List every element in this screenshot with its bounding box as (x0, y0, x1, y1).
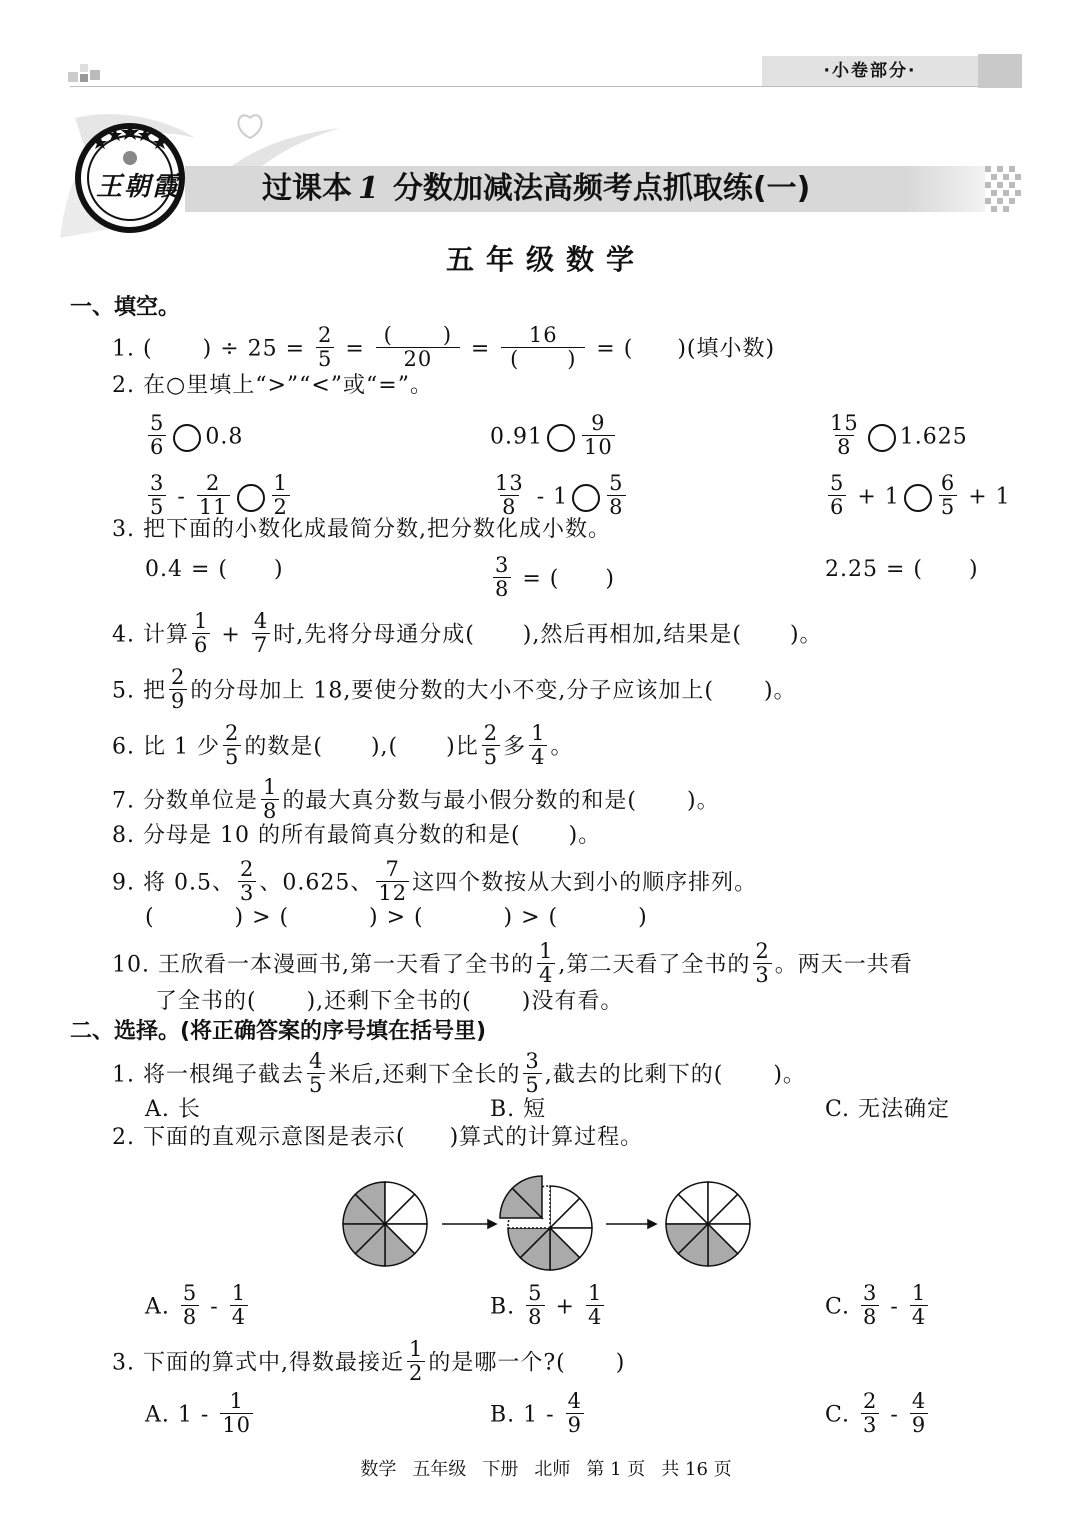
compare-item: $\frac{3}{5}$ - $\frac{2}{11}$ $\frac{1}{2}$ (150, 471, 288, 519)
option-a[interactable]: A. 1 - $\frac{1}{10}$ (145, 1389, 252, 1437)
convert-item: 0.4 = ( ) (145, 557, 284, 582)
page-subtitle: 五年级数学 (445, 243, 646, 276)
answer-circle[interactable] (547, 424, 575, 452)
convert-item: 2.25 = ( ) (825, 557, 979, 582)
option-b[interactable]: B. $\frac{5}{8}$ + $\frac{1}{4}$ (490, 1281, 603, 1329)
question-9: 9. 将 0.5、 $\frac{2}{3}$ 、0.625、 $\frac{7}{12}$ 这四个数按从大到小的顺序排列。 (112, 857, 758, 905)
page-title (262, 166, 810, 212)
compare-item: $\frac{15}{8}$ 1.625 (830, 411, 968, 459)
option-c[interactable]: C. $\frac{2}{3}$ - $\frac{4}{9}$ (825, 1389, 927, 1437)
option-a[interactable]: A. 长 (145, 1097, 201, 1122)
choice-question-1: 1. 将一根绳子截去 $\frac{4}{5}$ 米后,还剩下全长的 $\frac{3}{5}$ ,截去的比剩下的( )。 (112, 1049, 806, 1097)
section-heading: 二、选择。(将正确答案的序号填在括号里) (70, 1019, 487, 1044)
question-7: 7. 分数单位是 $\frac{1}{8}$ 的最大真分数与最小假分数的和是( )。 (112, 775, 720, 823)
question-5: 5. 把 $\frac{2}{9}$ 的分母加上 18,要使分数的大小不变,分子应该加上( )。 (112, 665, 797, 713)
answer-circle[interactable] (173, 424, 201, 452)
question-8: 8. 分母是 10 的所有最简真分数的和是( )。 (112, 823, 602, 848)
corner-ornament (68, 64, 102, 86)
fraction: $\frac{( )}{20}$ (376, 324, 460, 371)
title-number: 1 (358, 171, 379, 206)
question-10: 10. 王欣看一本漫画书,第一天看了全书的 $\frac{1}{4}$ ,第二天看了全书的 $\frac{2}{3}$ 。两天一共看 (112, 939, 913, 987)
ordering-blanks: ( ) > ( ) > ( ) > ( ) (145, 905, 648, 930)
compare-item: $\frac{5}{6}$ 0.8 (150, 411, 244, 459)
title-pattern (985, 166, 1025, 212)
choice-question-2: 2. 下面的直观示意图是表示( )算式的计算过程。 (112, 1125, 644, 1150)
question-2: 2. 在○里填上“>”“<”或“=”。 (112, 373, 433, 398)
option-c[interactable]: C. $\frac{3}{8}$ - $\frac{1}{4}$ (825, 1281, 927, 1329)
choice-question-3: 3. 下面的算式中,得数最接近 $\frac{1}{2}$ 的是哪一个?( ) (112, 1337, 626, 1385)
fraction-pie-diagram (330, 1168, 770, 1278)
answer-circle[interactable] (868, 424, 896, 452)
question-6: 6. 比 1 少 $\frac{2}{5}$ 的数是( ),( )比 $\frac{2}{5}$ 多 $\frac{1}{4}$ 。 (112, 721, 574, 769)
option-b[interactable]: B. 短 (490, 1097, 547, 1122)
question-4: 4. 计算 $\frac{1}{6}$ + $\frac{4}{7}$ 时,先将分母通分成( ),然后再相加,结果是( )。 (112, 609, 823, 657)
compare-item: $\frac{5}{6}$ + 1 $\frac{6}{5}$ + 1 (830, 471, 1011, 519)
section-tag: ·小卷部分· (762, 56, 978, 86)
section-heading: 一、填空。 (70, 295, 181, 320)
question-10-line2: 了全书的( ),还剩下全书的( )没有看。 (155, 989, 624, 1014)
answer-circle[interactable] (572, 484, 600, 512)
compare-item: $\frac{13}{8}$ - 1 $\frac{5}{8}$ (495, 471, 624, 519)
page-footer: 数学 五年级 下册 北师 第 1 页 共 16 页 (360, 1459, 732, 1480)
fraction: $\frac{16}{( )}$ (501, 324, 585, 371)
logo-text: 王朝霞 (96, 172, 181, 202)
question-1: 1. ( ) ÷ 25 = $\frac{2}{5}$ = $\frac{( )}{20}$ = $\frac{16}{( )}$ = ( )(填小数) (112, 323, 776, 371)
header-rule (70, 86, 1020, 87)
title-prefix: 过课本 (262, 171, 352, 206)
tag-block (978, 54, 1022, 88)
option-c[interactable]: C. 无法确定 (825, 1097, 951, 1122)
option-b[interactable]: B. 1 - $\frac{4}{9}$ (490, 1389, 582, 1437)
answer-circle[interactable] (904, 484, 932, 512)
fraction: $\frac{2}{5}$ (318, 323, 333, 371)
compare-item: 0.91 $\frac{9}{10}$ (490, 411, 613, 459)
option-a[interactable]: A. $\frac{5}{8}$ - $\frac{1}{4}$ (145, 1281, 247, 1329)
convert-item: $\frac{3}{8}$ = ( ) (495, 553, 615, 601)
title-text: 分数加减法高频考点抓取练(一) (392, 171, 811, 206)
answer-circle[interactable] (237, 484, 265, 512)
question-3: 3. 把下面的小数化成最简分数,把分数化成小数。 (112, 517, 611, 542)
